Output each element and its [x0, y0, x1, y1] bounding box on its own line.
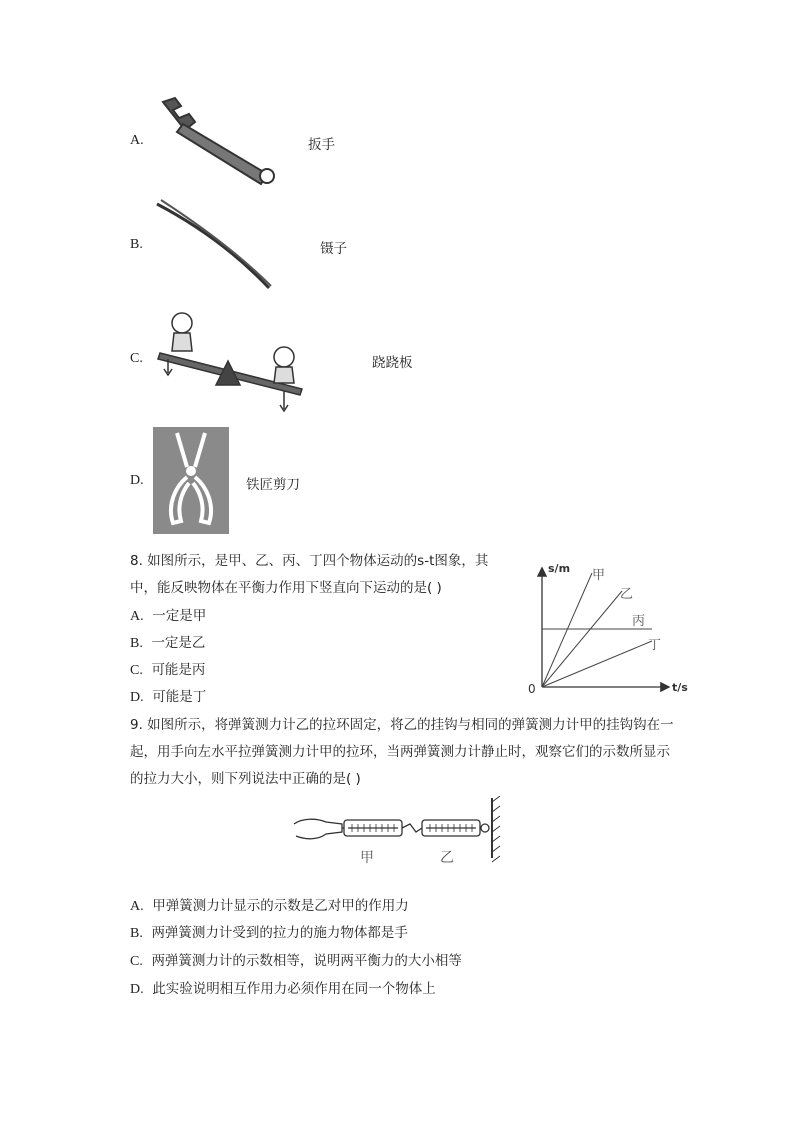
option-text: 可能是丙 [151, 662, 206, 678]
series-ding-label: 丁 [648, 638, 662, 653]
option-text: 一定是甲 [152, 608, 207, 624]
series-bing-label: 丙 [632, 614, 646, 629]
q9-option-b[interactable] [130, 921, 408, 942]
series-ding-line [542, 641, 652, 687]
tweezers-image [155, 198, 275, 293]
option-text: 此实验说明相互作用力必须作用在同一个物体上 [152, 981, 436, 997]
option-letter: B. [130, 237, 143, 252]
option-letter: A. [130, 899, 144, 914]
option-text: 两弹簧测力计的示数相等，说明两平衡力的大小相等 [151, 953, 462, 969]
hook-connection [402, 824, 422, 832]
option-letter: D. [130, 473, 144, 488]
option-letter: A. [130, 609, 144, 624]
q9-option-c[interactable] [130, 949, 462, 970]
option-letter: B. [130, 636, 143, 651]
q9-option-a[interactable] [130, 894, 409, 915]
question-9-text-line1: 9. 如图所示，将弹簧测力计乙的拉环固定，将乙的挂钩与相同的弹簧测力计甲的挂钩钩在一 [130, 717, 674, 733]
q8-option-a[interactable] [130, 604, 206, 625]
option-label: 扳手 [308, 137, 335, 153]
st-chart [520, 555, 700, 700]
y-axis-label: s/m [548, 562, 571, 575]
option-letter: B. [130, 926, 143, 941]
q8-option-c[interactable] [130, 658, 205, 679]
question-9-text-line3: 的拉力大小，则下列说法中正确的是( ) [130, 771, 361, 787]
series-jia-label: 甲 [592, 568, 606, 583]
option-text: 甲弹簧测力计显示的示数是乙对甲的作用力 [152, 898, 409, 914]
question-8-text-line1: 8. 如图所示，是甲、乙、丙、丁四个物体运动的s-t图象，其 [130, 553, 489, 569]
question-9-text-line2: 起，用手向左水平拉弹簧测力计甲的拉环，当两弹簧测力计静止时，观察它们的示数所显示 [130, 744, 670, 760]
origin-label: 0 [528, 682, 536, 696]
option-letter: D. [130, 690, 144, 705]
option-text: 一定是乙 [151, 635, 206, 651]
wrench-image [155, 96, 280, 188]
x-axis-label: t/s [672, 681, 688, 694]
option-letter: C. [130, 351, 143, 366]
option-letter: C. [130, 663, 143, 678]
option-letter: A. [130, 133, 144, 148]
option-text: 可能是丁 [152, 689, 207, 705]
option-text: 两弹簧测力计受到的拉力的施力物体都是手 [151, 925, 408, 941]
label-jia: 甲 [360, 850, 374, 866]
option-letter: D. [130, 982, 144, 997]
label-yi: 乙 [440, 850, 454, 866]
series-yi-line [542, 591, 622, 687]
option-label: 跷跷板 [372, 355, 413, 371]
question-8-text-line2: 中，能反映物体在平衡力作用下竖直向下运动的是( ) [130, 580, 442, 596]
q8-option-d[interactable] [130, 685, 206, 706]
q8-option-b[interactable] [130, 631, 205, 652]
option-label: 镊子 [320, 241, 347, 257]
series-yi-label: 乙 [620, 587, 634, 602]
hand-shape [294, 819, 342, 839]
q9-option-d[interactable] [130, 977, 436, 998]
spring-scales-figure [292, 796, 504, 870]
series-jia-line [542, 573, 592, 687]
option-letter: C. [130, 954, 143, 969]
blacksmith-shears-image [153, 427, 229, 534]
seesaw-image [152, 303, 312, 415]
option-label: 铁匠剪刀 [246, 477, 300, 493]
